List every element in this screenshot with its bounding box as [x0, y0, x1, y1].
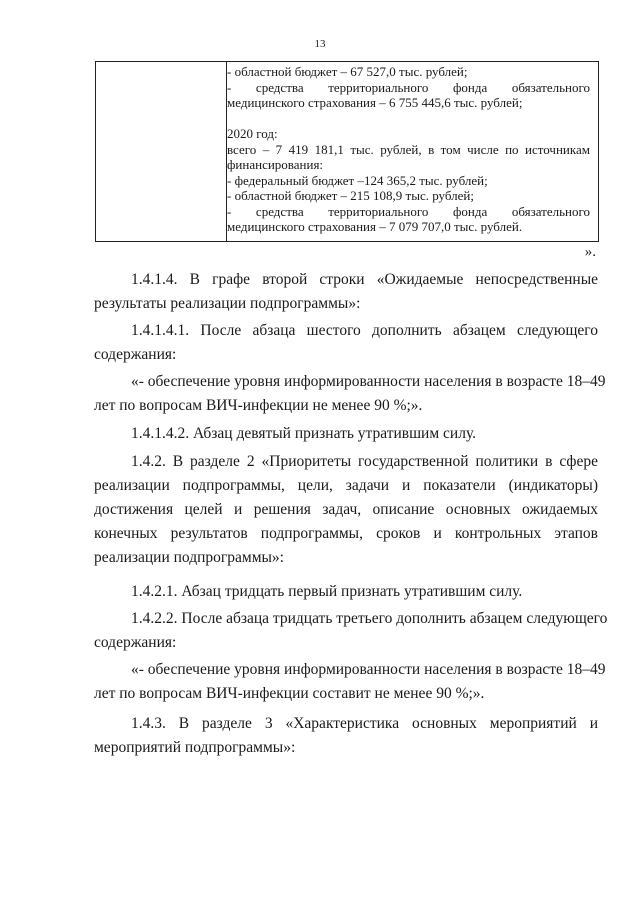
paragraph-line: 1.4.3. В разделе 3 «Характеристика основных мероприятий и: [131, 715, 598, 732]
financing-table: [95, 61, 599, 242]
paragraph-line: 1.4.2.1. Абзац тридцать первый признать утратившим силу.: [131, 583, 523, 600]
paragraph-line: содержания:: [94, 634, 177, 651]
paragraph-line: 1.4.2. В разделе 2 «Приоритеты государственной политики в сфере: [131, 453, 598, 470]
table-right-cell: [227, 64, 590, 235]
quoted-addition-1: [94, 370, 606, 418]
closing-quote: ».: [584, 244, 596, 260]
paragraph-line: достижения целей и решения задач, описание основных ожидаемых: [94, 501, 598, 518]
paragraph-line: лет по вопросам ВИЧ-инфекции не менее 90 %;».: [94, 397, 423, 414]
paragraph-1-4-1-4-2: [94, 422, 598, 446]
quoted-addition-2: [94, 658, 606, 706]
paragraph-1-4-2: [94, 450, 598, 570]
page-number: 13: [314, 38, 326, 50]
paragraph-1-4-3: [94, 712, 598, 760]
paragraph-line: результаты реализации подпрограммы»:: [94, 295, 361, 312]
table-left-cell: [96, 62, 227, 241]
table-line: - федеральный бюджет –124 365,2 тыс. рублей;: [227, 172, 488, 188]
table-line: - областной бюджет – 215 108,9 тыс. рублей;: [227, 188, 474, 203]
table-line: медицинского страхования – 6 755 445,6 тыс. рублей;: [227, 95, 523, 110]
paragraph-1-4-1-4-1: [94, 319, 598, 367]
paragraph-1-4-2-2: [94, 607, 608, 655]
paragraph-line: 1.4.1.4.1. После абзаца шестого дополнить абзацем следующего: [131, 322, 598, 339]
table-line: медицинского страхования – 7 079 707,0 тыс. рублей.: [227, 219, 523, 234]
paragraph-1-4-1-4: [94, 268, 598, 316]
table-line: - средства территориального фонда обязательного: [227, 79, 590, 95]
paragraph-line: «- обеспечение уровня информированности населения в возрасте 18–49: [131, 661, 606, 678]
table-line: всего – 7 419 181,1 тыс. рублей, в том числе по источникам: [227, 141, 590, 157]
table-line: - областной бюджет – 67 527,0 тыс. рублей;: [227, 64, 468, 79]
table-line: - средства территориального фонда обязательного: [227, 203, 590, 219]
table-line: 2020 год:: [227, 126, 278, 141]
paragraph-line: 1.4.1.4.2. Абзац девятый признать утратившим силу.: [131, 425, 477, 442]
table-gap: [227, 111, 590, 127]
paragraph-line: 1.4.1.4. В графе второй строки «Ожидаемые непосредственные: [131, 271, 598, 288]
paragraph-line: реализации подпрограммы»:: [94, 549, 284, 566]
paragraph-1-4-2-1: [94, 580, 598, 604]
table-line: финансирования:: [227, 157, 324, 172]
paragraph-line: 1.4.2.2. После абзаца тридцать третьего дополнить абзацем следующего: [131, 610, 608, 627]
paragraph-line: мероприятий подпрограммы»:: [94, 739, 296, 756]
paragraph-line: конечных результатов подпрограммы, сроков и контрольных этапов: [94, 525, 598, 542]
paragraph-line: реализации подпрограммы, цели, задачи и показатели (индикаторы): [94, 477, 598, 494]
paragraph-line: содержания:: [94, 346, 177, 363]
paragraph-line: лет по вопросам ВИЧ-инфекции составит не менее 90 %;».: [94, 685, 485, 702]
paragraph-line: «- обеспечение уровня информированности населения в возрасте 18–49: [131, 373, 606, 390]
